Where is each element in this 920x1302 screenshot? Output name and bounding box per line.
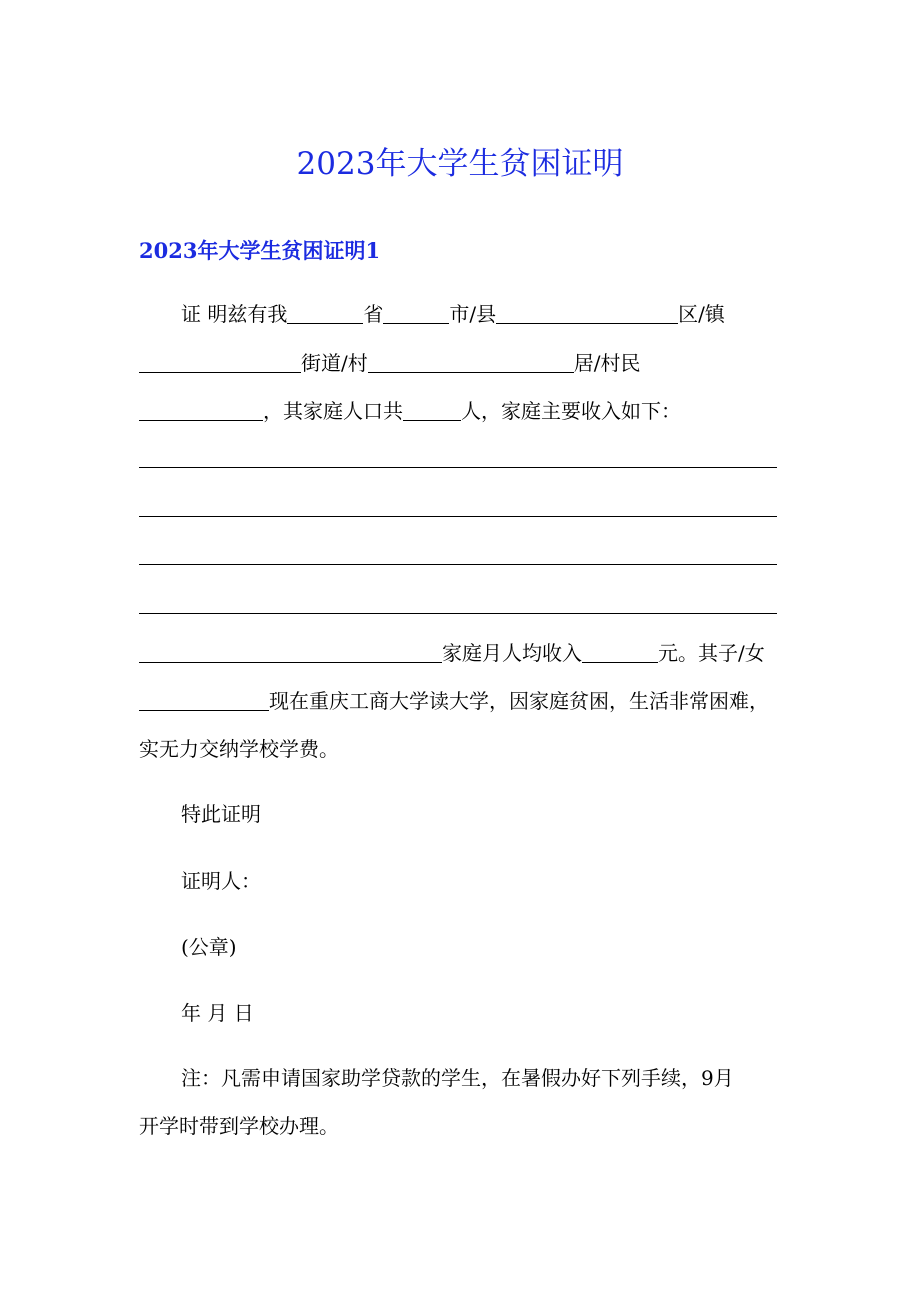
document-title: 2023年大学生贫困证明 — [296, 146, 624, 182]
note-text: 注：凡需申请国家助学贷款的学生，在暑假办好下列手续，9月 — [181, 1066, 734, 1090]
child-label: 元。其子/女 — [658, 641, 765, 665]
income-line-2[interactable] — [139, 516, 777, 517]
income-line-1[interactable] — [139, 467, 777, 468]
note-text-continued: 开学时带到学校办理。 — [139, 1114, 339, 1138]
form-line-household — [139, 397, 681, 425]
street-label: 街道/村 — [301, 351, 368, 375]
income-intro-text: 人，家庭主要收入如下： — [461, 399, 681, 423]
hardship-text: 实无力交纳学校学费。 — [139, 737, 339, 761]
income-line-4[interactable] — [139, 613, 777, 614]
intro-text: 证 明兹有我 — [181, 302, 288, 326]
income-line-3[interactable] — [139, 564, 777, 565]
district-label: 区/镇 — [678, 302, 725, 326]
household-size-blank[interactable] — [403, 400, 461, 421]
form-line-street — [139, 349, 641, 377]
street-blank[interactable] — [139, 352, 301, 373]
seal-label: (公章) — [181, 935, 237, 959]
section-heading: 2023年大学生贫困证明1 — [139, 238, 381, 263]
monthly-income-label: 家庭月人均收入 — [442, 641, 582, 665]
date-label: 年 月 日 — [181, 1001, 254, 1025]
monthly-income-blank[interactable] — [582, 642, 658, 663]
form-line-student — [139, 687, 769, 715]
name-blank[interactable] — [139, 400, 263, 421]
student-name-blank[interactable] — [139, 690, 269, 711]
form-line-province — [181, 300, 725, 328]
district-blank[interactable] — [496, 303, 678, 324]
certifier-label: 证明人： — [181, 869, 261, 893]
village-blank[interactable] — [368, 352, 574, 373]
household-text: ，其家庭人口共 — [263, 399, 403, 423]
city-label: 市/县 — [449, 302, 497, 326]
form-line-monthly-income — [139, 639, 765, 667]
province-blank[interactable] — [287, 303, 363, 324]
income-detail-blank[interactable] — [139, 642, 442, 663]
student-status-text: 现在重庆工商大学读大学，因家庭贫困，生活非常困难， — [269, 689, 769, 713]
city-blank[interactable] — [383, 303, 449, 324]
closing-text: 特此证明 — [181, 802, 261, 826]
province-label: 省 — [363, 302, 384, 326]
resident-label: 居/村民 — [573, 351, 641, 375]
